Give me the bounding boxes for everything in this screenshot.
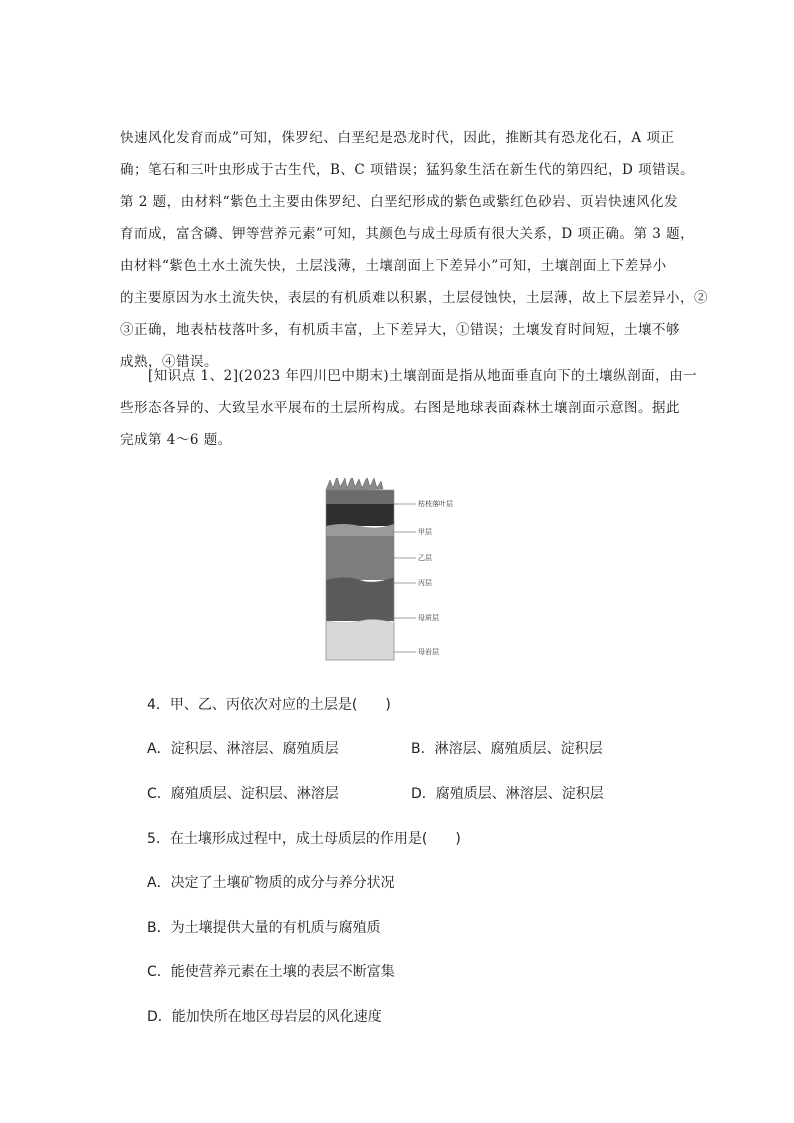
option-b: B．为土壤提供大量的有机质与腐殖质	[147, 920, 381, 936]
label-jia: 甲层	[418, 528, 432, 536]
option-c: C．腐殖质层、淀积层、淋溶层	[147, 786, 339, 802]
question-4-stem: 4．甲、乙、丙依次对应的土层是( )	[147, 697, 391, 713]
explanation-line: ③正确，地表枯枝落叶多，有机质丰富，上下差异大，①错误；土壤发育时间短，土壤不够	[120, 322, 680, 338]
explanation-line: 第 2 题，由材料“紫色土主要由侏罗纪、白垩纪形成的紫色或紫红色砂岩、页岩快速风化发	[120, 194, 679, 210]
option-c: C．能使营养元素在土壤的表层不断富集	[147, 964, 395, 980]
explanation-paragraph	[120, 122, 708, 378]
question-intro-paragraph	[120, 360, 698, 456]
label-parent-material: 母质层	[418, 614, 439, 622]
explanation-line: 成熟，④错误。	[120, 354, 218, 370]
explanation-line: 育而成，富含磷、钾等营养元素”可知，其颜色与成土母质有很大关系，D 项正确。第 3 题，	[120, 226, 695, 242]
explanation-line: 的主要原因为水土流失快，表层的有机质难以积累，土层侵蚀快，土层薄，故上下层差异小，②	[120, 290, 708, 306]
parent-material-layer	[326, 577, 394, 621]
layer-bing	[326, 536, 394, 580]
label-bedrock: 母岩层	[418, 648, 439, 656]
intro-line: 些形态各异的、大致呈水平展布的土层所构成。右图是地球表面森林土壤剖面示意图。据此	[120, 400, 680, 416]
label-bing: 丙层	[418, 579, 432, 587]
intro-line: [知识点 1、2](2023 年四川巴中期末)土壤剖面是指从地面垂直向下的土壤纵剖面，由一	[148, 368, 698, 384]
option-a: A．决定了土壤矿物质的成分与养分状况	[147, 875, 395, 891]
bedrock-layer	[326, 619, 394, 660]
intro-line: 完成第 4～6 题。	[120, 432, 232, 448]
option-d: D．腐殖质层、淋溶层、淀积层	[411, 786, 604, 802]
explanation-line: 确；笔石和三叶虫形成于古生代，B、C 项错误；猛犸象生活在新生代的第四纪，D 项错误。	[120, 162, 695, 178]
litter-grass-icon	[326, 478, 394, 504]
question-5-stem: 5．在土壤形成过程中，成土母质层的作用是( )	[147, 831, 461, 847]
option-b: B．淋溶层、腐殖质层、淀积层	[411, 741, 603, 757]
label-litter: 枯枝落叶层	[418, 500, 453, 508]
option-d: D．能加快所在地区母岩层的风化速度	[147, 1009, 382, 1025]
explanation-line: 快速风化发育而成”可知，侏罗纪、白垩纪是恐龙时代，因此，推断其有恐龙化石，A 项正	[120, 130, 675, 146]
layer-jia	[326, 504, 394, 526]
soil-profile-figure	[318, 478, 478, 668]
soil-profile-diagram	[318, 478, 478, 668]
explanation-line: 由材料“紫色土水土流失快，土层浅薄，土壤剖面上下差异小”可知，土壤剖面上下差异小	[120, 258, 667, 274]
label-yi: 乙层	[418, 554, 432, 562]
option-a: A．淀积层、淋溶层、腐殖质层	[147, 741, 339, 757]
